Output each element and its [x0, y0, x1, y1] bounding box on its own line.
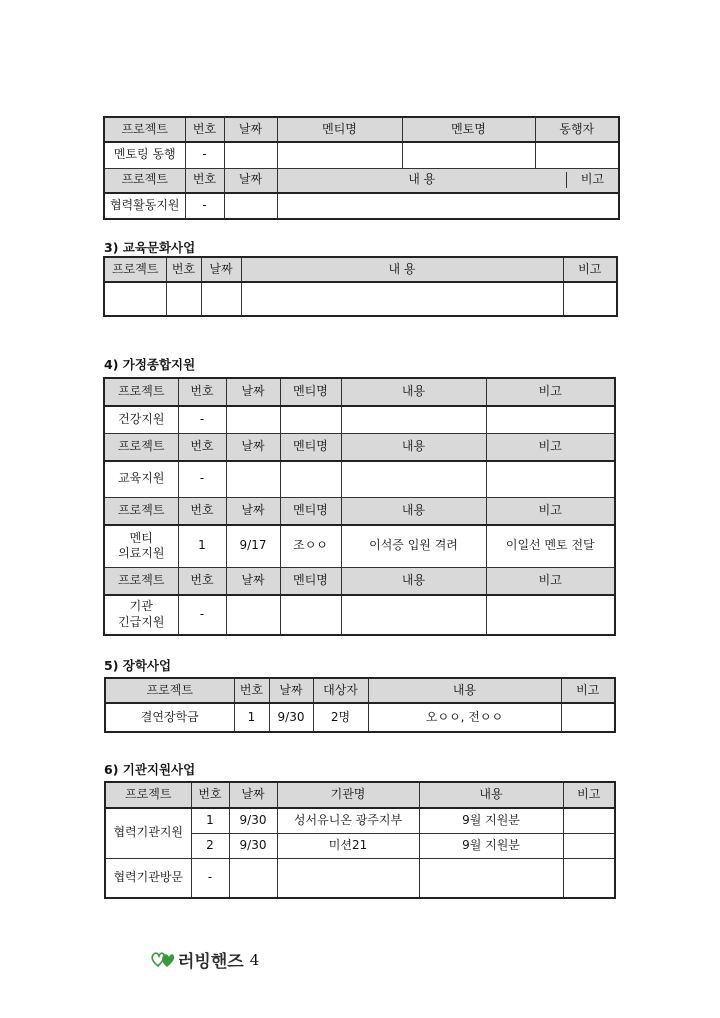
cell-number: [166, 282, 201, 316]
table-row: [104, 461, 615, 497]
header-cell: 프로젝트: [104, 168, 185, 193]
header-cell: [277, 168, 619, 193]
cell-content: 9월 지원분: [419, 808, 563, 833]
header-cell: 날짜: [269, 678, 313, 703]
header-cell: 날짜: [226, 497, 280, 525]
table-header-row: [104, 378, 615, 406]
cell-project: 건강지원: [104, 406, 178, 433]
table-header-row: [104, 117, 619, 142]
scholarship-table: [104, 677, 616, 733]
cell-project: 기관 긴급지원: [104, 595, 178, 635]
header-cell: 비고: [561, 678, 615, 703]
cell-date: [224, 193, 277, 219]
cell-number: -: [185, 193, 224, 219]
header-cell: 프로젝트: [105, 782, 191, 808]
header-cell: 내용: [368, 678, 561, 703]
cell-mentee: [280, 461, 341, 497]
cell-mentee: 조ㅇㅇ: [280, 525, 341, 567]
header-cell: 멘티명: [277, 117, 402, 142]
cell-project: 협력기관지원: [105, 808, 191, 858]
cell-project: 교육지원: [104, 461, 178, 497]
cell-number: -: [178, 406, 226, 433]
cell-content: 9월 지원분: [419, 833, 563, 858]
cell-mentee: [277, 142, 402, 168]
header-cell: 날짜: [229, 782, 277, 808]
header-cell: 날짜: [201, 257, 241, 282]
cell-content: [341, 461, 486, 497]
table-row: [104, 525, 615, 567]
header-cell: 날짜: [226, 433, 280, 461]
section-title: 5) 장학사업: [104, 658, 172, 673]
table-row: [105, 703, 615, 732]
header-cell: 날짜: [224, 168, 277, 193]
cell-date: [224, 142, 277, 168]
header-cell: 번호: [234, 678, 269, 703]
header-cell: 프로젝트: [104, 433, 178, 461]
header-cell: 기관명: [277, 782, 419, 808]
header-cell: 멘티명: [280, 378, 341, 406]
culture-table: [103, 256, 618, 317]
header-note-label: 비고: [566, 172, 618, 188]
cell-date: [201, 282, 241, 316]
header-cell: 프로젝트: [105, 678, 234, 703]
header-cell: 프로젝트: [104, 257, 166, 282]
cell-note: 이일선 멘토 전달: [486, 525, 615, 567]
header-cell: 번호: [178, 378, 226, 406]
header-cell: 프로젝트: [104, 378, 178, 406]
header-cell: 내용: [341, 497, 486, 525]
table-header-row: [104, 433, 615, 461]
table-row: [104, 406, 615, 433]
family-support-table: [103, 377, 616, 636]
cell-content: [241, 282, 563, 316]
cell-date: [229, 858, 277, 898]
cell-date: [226, 406, 280, 433]
header-cell: 날짜: [226, 378, 280, 406]
cell-institution: [277, 858, 419, 898]
cell-project: 결연장학금: [105, 703, 234, 732]
header-cell: 비고: [486, 378, 615, 406]
cell-note: [486, 595, 615, 635]
cell-note: [563, 808, 615, 833]
header-cell: 번호: [178, 433, 226, 461]
cell-note: [486, 406, 615, 433]
cell-date: [226, 595, 280, 635]
cell-institution: 성서유니온 광주지부: [277, 808, 419, 833]
cell-project: [104, 282, 166, 316]
section-title: 3) 교육문화사업: [104, 240, 196, 255]
header-cell: 프로젝트: [104, 117, 185, 142]
cell-project: 멘티 의료지원: [104, 525, 178, 567]
cell-number: 1: [191, 808, 229, 833]
header-cell: 비고: [486, 567, 615, 595]
header-cell: 멘토명: [402, 117, 535, 142]
cell-date: 9/30: [229, 833, 277, 858]
cell-number: 2: [191, 833, 229, 858]
page-number: 4: [249, 950, 260, 969]
header-cell: 내 용: [241, 257, 563, 282]
table-row: [104, 193, 619, 219]
cell-date: 9/30: [229, 808, 277, 833]
header-cell: 번호: [185, 117, 224, 142]
header-cell: 멘티명: [280, 433, 341, 461]
table-row: [104, 282, 617, 316]
cell-note: [563, 282, 617, 316]
cell-number: -: [191, 858, 229, 898]
header-cell: 프로젝트: [104, 497, 178, 525]
cell-mentee: [280, 595, 341, 635]
header-cell: 동행자: [535, 117, 619, 142]
cell-note: [561, 703, 615, 732]
header-cell: 멘티명: [280, 497, 341, 525]
header-cell: 비고: [486, 433, 615, 461]
page-footer: [150, 946, 259, 973]
cell-project: 협력기관방문: [105, 858, 191, 898]
cell-number: 1: [234, 703, 269, 732]
cell-content: 오ㅇㅇ, 전ㅇㅇ: [368, 703, 561, 732]
cell-content: [277, 193, 619, 219]
cell-project: 멘토링 동행: [104, 142, 185, 168]
header-cell: 번호: [166, 257, 201, 282]
cell-content: [341, 406, 486, 433]
section-title: 4) 가정종합지원: [104, 357, 196, 372]
header-cell: 프로젝트: [104, 567, 178, 595]
table-header-row: [105, 678, 615, 703]
cell-project: 협력활동지원: [104, 193, 185, 219]
cell-date: 9/17: [226, 525, 280, 567]
header-cell: 번호: [178, 567, 226, 595]
header-cell: 번호: [185, 168, 224, 193]
header-cell: 번호: [191, 782, 229, 808]
table-row: [104, 595, 615, 635]
header-cell: 비고: [563, 782, 615, 808]
cell-number: -: [178, 461, 226, 497]
cell-content: [419, 858, 563, 898]
cell-number: -: [185, 142, 224, 168]
header-cell: 내용: [341, 567, 486, 595]
heart-hands-logo-icon: [150, 946, 176, 973]
brand-name: 러빙핸즈: [178, 952, 244, 972]
table-header-row: [105, 782, 615, 808]
header-cell: 내용: [419, 782, 563, 808]
mentoring-table: [103, 116, 620, 220]
cell-note: [486, 461, 615, 497]
cell-number: 1: [178, 525, 226, 567]
cell-note: [563, 833, 615, 858]
cell-date: [226, 461, 280, 497]
table-row: [105, 808, 615, 833]
cell-number: -: [178, 595, 226, 635]
table-row: [104, 142, 619, 168]
table-header-row: [104, 257, 617, 282]
table-row: [105, 858, 615, 898]
header-cell: 날짜: [224, 117, 277, 142]
header-cell: 내용: [341, 433, 486, 461]
institution-support-table: [104, 781, 616, 899]
table-header-row: [104, 567, 615, 595]
cell-note: [563, 858, 615, 898]
header-cell: 비고: [563, 257, 617, 282]
cell-institution: 미션21: [277, 833, 419, 858]
header-cell: 날짜: [226, 567, 280, 595]
header-cell: 내용: [341, 378, 486, 406]
header-cell: 멘티명: [280, 567, 341, 595]
table-header-row: [104, 168, 619, 193]
table-header-row: [104, 497, 615, 525]
section-title: 6) 기관지원사업: [104, 762, 196, 777]
header-cell: 비고: [486, 497, 615, 525]
cell-content: 이석증 입원 격려: [341, 525, 486, 567]
header-cell: 대상자: [313, 678, 368, 703]
cell-companion: [535, 142, 619, 168]
cell-date: 9/30: [269, 703, 313, 732]
header-content-label: 내 용: [408, 172, 436, 187]
cell-mentor: [402, 142, 535, 168]
header-cell: 번호: [178, 497, 226, 525]
cell-recipient: 2명: [313, 703, 368, 732]
cell-content: [341, 595, 486, 635]
cell-mentee: [280, 406, 341, 433]
